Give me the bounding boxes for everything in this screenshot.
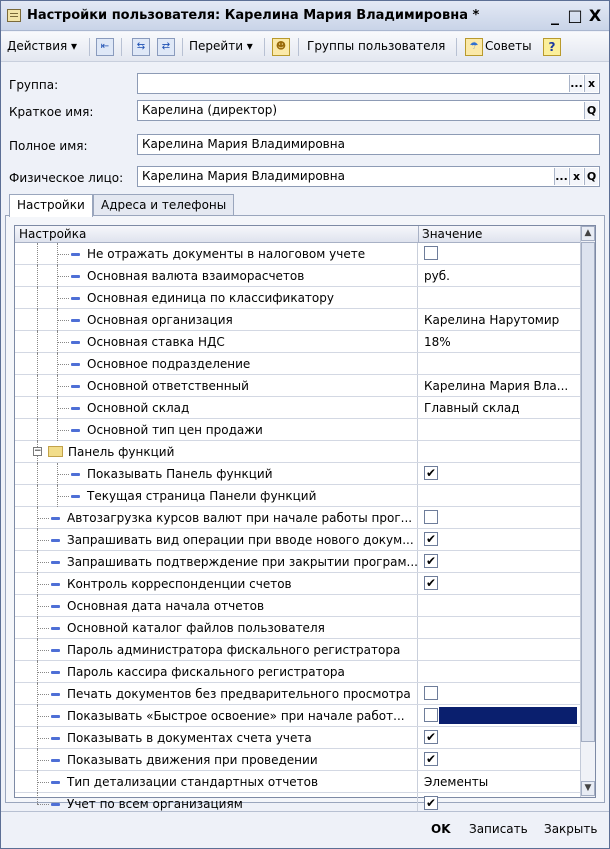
column-divider: [418, 226, 419, 243]
setting-name-cell[interactable]: Запрашивать подтверждение при закрытии програм...: [15, 551, 418, 572]
tree-connector: [37, 628, 49, 629]
minimize-button[interactable]: _: [551, 6, 559, 25]
window-title: Настройки пользователя: Карелина Мария Владимировна *: [27, 8, 480, 23]
table-row[interactable]: [15, 639, 580, 661]
setting-icon: [71, 473, 80, 476]
setting-icon: [51, 759, 60, 762]
actions-menu[interactable]: Действия ▾: [7, 39, 78, 53]
setting-icon: [51, 671, 60, 674]
setting-name-cell[interactable]: Учет по всем организациям: [15, 793, 418, 814]
setting-icon: [71, 363, 80, 366]
setting-value-cell[interactable]: [419, 463, 580, 484]
scroll-down-icon[interactable]: ▼: [581, 781, 595, 796]
tree-guide: [37, 485, 38, 507]
tab-settings[interactable]: Настройки: [9, 194, 93, 217]
setting-name-cell[interactable]: Пароль администратора фискального регистратора: [15, 639, 418, 660]
settings-grid[interactable]: [14, 225, 596, 811]
tree-guide: [37, 793, 38, 804]
setting-icon: [71, 341, 80, 344]
setting-name-cell[interactable]: Показывать в документах счета учета: [15, 727, 418, 748]
tree-guide: [37, 331, 38, 353]
setting-value-cell[interactable]: [419, 441, 580, 462]
setting-icon: [51, 781, 60, 784]
setting-value-cell[interactable]: [419, 551, 580, 572]
setting-name-cell[interactable]: Основная единица по классификатору: [15, 287, 418, 308]
setting-value-cell[interactable]: [419, 573, 580, 594]
move-settings-icon[interactable]: ⇄: [157, 38, 175, 56]
back-arrow-icon[interactable]: ⇤: [96, 38, 114, 56]
setting-name-cell[interactable]: Пароль кассира фискального регистратора: [15, 661, 418, 682]
setting-value-cell[interactable]: [419, 683, 580, 704]
setting-value-cell[interactable]: [419, 331, 580, 352]
setting-value-cell[interactable]: [419, 265, 580, 286]
tips-icon[interactable]: ☂: [465, 38, 483, 56]
scroll-thumb[interactable]: [581, 242, 595, 742]
tree-guide: [37, 419, 38, 441]
short-name-label: Краткое имя:: [9, 105, 94, 119]
table-row[interactable]: [15, 529, 580, 551]
setting-name-cell[interactable]: Не отражать документы в налоговом учете: [15, 243, 418, 264]
help-icon[interactable]: ?: [543, 38, 561, 56]
copy-settings-icon[interactable]: ⇆: [132, 38, 150, 56]
setting-name-cell[interactable]: Основной склад: [15, 397, 418, 418]
grid-header: [15, 226, 595, 243]
tree-connector: [37, 804, 49, 805]
setting-value-cell[interactable]: [419, 617, 580, 638]
setting-value: Карелина Мария Вла...: [424, 379, 569, 393]
full-name-label: Полное имя:: [9, 139, 88, 153]
tree-connector: [37, 650, 49, 651]
tree-connector: [57, 496, 69, 497]
table-row[interactable]: [15, 771, 580, 793]
tree-connector: [57, 342, 69, 343]
setting-icon: [51, 693, 60, 696]
setting-value-cell[interactable]: [419, 727, 580, 748]
save-button[interactable]: Записать: [469, 822, 528, 836]
table-row[interactable]: [15, 573, 580, 595]
setting-value-cell[interactable]: [419, 507, 580, 528]
person-select-button[interactable]: ...: [555, 170, 568, 183]
setting-value: руб.: [424, 269, 450, 283]
tree-guide: [37, 309, 38, 331]
setting-checkbox[interactable]: ✔: [425, 752, 437, 766]
setting-icon: [71, 495, 80, 498]
footer-bar: [1, 811, 609, 848]
table-row[interactable]: [15, 507, 580, 529]
setting-icon: [51, 517, 60, 520]
person-field[interactable]: Карелина Мария Владимировна: [137, 166, 600, 187]
setting-value-cell[interactable]: [419, 243, 580, 264]
tree-guide: [37, 265, 38, 287]
tree-connector: [57, 474, 69, 475]
column-header-value[interactable]: Значение: [422, 227, 483, 241]
setting-icon: [51, 539, 60, 542]
setting-icon: [71, 253, 80, 256]
table-row[interactable]: [15, 419, 580, 441]
table-row[interactable]: [15, 727, 580, 749]
setting-name-cell[interactable]: Тип детализации стандартных отчетов: [15, 771, 418, 792]
toolbar-separator: [182, 38, 183, 56]
tree-connector: [57, 430, 69, 431]
setting-icon: [71, 407, 80, 410]
setting-name-cell[interactable]: Основная валюта взаиморасчетов: [15, 265, 418, 286]
group-clear-button[interactable]: x: [584, 75, 598, 92]
tree-connector: [37, 518, 49, 519]
setting-name-cell[interactable]: Основной тип цен продажи: [15, 419, 418, 440]
table-row[interactable]: [15, 375, 580, 397]
setting-value-cell[interactable]: [419, 419, 580, 440]
setting-value-cell[interactable]: [419, 287, 580, 308]
table-row[interactable]: [15, 551, 580, 573]
selected-cell-highlight: [439, 707, 577, 724]
table-row[interactable]: [15, 287, 580, 309]
setting-icon: [51, 737, 60, 740]
setting-value-cell[interactable]: [419, 309, 580, 330]
setting-icon: [71, 385, 80, 388]
setting-value-cell[interactable]: [419, 485, 580, 506]
column-header-setting[interactable]: Настройка: [19, 227, 87, 241]
setting-checkbox[interactable]: [424, 708, 438, 722]
setting-name-cell[interactable]: − Панель функций: [15, 441, 418, 462]
table-row[interactable]: [15, 485, 580, 507]
setting-name-cell[interactable]: Основная ставка НДС: [15, 331, 418, 352]
tree-connector: [37, 562, 49, 563]
settings-panel: [5, 215, 605, 811]
tree-guide: [37, 375, 38, 397]
person-label: Физическое лицо:: [9, 171, 124, 185]
toolbar-separator: [121, 38, 122, 56]
setting-name-cell[interactable]: Автозагрузка курсов валют при начале работы прог...: [15, 507, 418, 528]
tree-guide: [37, 463, 38, 485]
setting-value: 18%: [424, 335, 451, 349]
setting-name-cell[interactable]: Показывать движения при проведении: [15, 749, 418, 770]
setting-name-cell[interactable]: Запрашивать вид операции при вводе нового докум...: [15, 529, 418, 550]
person-clear-button[interactable]: x: [569, 168, 583, 185]
setting-name-cell[interactable]: Печать документов без предварительного просмотра: [15, 683, 418, 704]
folder-icon: [48, 446, 63, 457]
tree-connector: [37, 540, 49, 541]
tree-guide: [37, 287, 38, 309]
setting-name-cell[interactable]: Показывать «Быстрое освоение» при начале работ...: [15, 705, 418, 726]
table-row[interactable]: [15, 595, 580, 617]
tree-connector: [37, 738, 49, 739]
scroll-up-icon[interactable]: ▲: [581, 226, 595, 241]
setting-checkbox[interactable]: [424, 510, 438, 524]
table-row[interactable]: [15, 463, 580, 485]
setting-value-cell[interactable]: [419, 375, 580, 396]
tree-connector: [57, 298, 69, 299]
short-name-field[interactable]: Карелина (директор): [137, 100, 600, 121]
toolbar-separator: [89, 38, 90, 56]
setting-checkbox[interactable]: ✔: [425, 532, 437, 546]
table-row[interactable]: [15, 749, 580, 771]
setting-value-cell[interactable]: [419, 353, 580, 374]
setting-checkbox[interactable]: ✔: [425, 554, 437, 568]
close-form-button[interactable]: Закрыть: [544, 822, 598, 836]
toolbar-separator: [298, 38, 299, 56]
grid-rows: [15, 243, 580, 815]
setting-icon: [51, 605, 60, 608]
tab-addresses[interactable]: Адреса и телефоны: [93, 194, 234, 216]
setting-value-cell[interactable]: [419, 771, 580, 792]
tree-guide: [37, 397, 38, 419]
table-row[interactable]: [15, 705, 580, 727]
setting-value: Главный склад: [424, 401, 520, 415]
toolbar: [1, 32, 609, 62]
setting-value-cell[interactable]: [419, 749, 580, 770]
full-name-field[interactable]: Карелина Мария Владимировна: [137, 134, 600, 155]
setting-icon: [51, 803, 60, 806]
tree-guide: [37, 243, 38, 265]
setting-icon: [71, 275, 80, 278]
tree-connector: [57, 364, 69, 365]
collapse-icon[interactable]: −: [34, 446, 42, 456]
setting-value-cell[interactable]: [419, 661, 580, 682]
tree-connector: [37, 584, 49, 585]
table-row[interactable]: [15, 397, 580, 419]
goto-menu[interactable]: Перейти ▾: [189, 39, 253, 53]
vertical-scrollbar[interactable]: [580, 226, 595, 797]
group-field[interactable]: [137, 73, 600, 94]
tree-connector: [37, 606, 49, 607]
setting-checkbox[interactable]: ✔: [425, 466, 437, 480]
setting-name-cell[interactable]: Основное подразделение: [15, 353, 418, 374]
person-open-button[interactable]: Q: [584, 168, 598, 185]
setting-icon: [71, 297, 80, 300]
table-row[interactable]: [15, 441, 580, 463]
table-row[interactable]: [15, 353, 580, 375]
setting-value-cell[interactable]: [419, 639, 580, 660]
tree-connector: [57, 276, 69, 277]
ok-button[interactable]: OK: [431, 822, 451, 836]
setting-value-cell[interactable]: [419, 705, 580, 726]
group-select-button[interactable]: ...: [570, 77, 583, 90]
tab-strip: [5, 194, 605, 216]
table-row[interactable]: [15, 661, 580, 683]
setting-checkbox[interactable]: ✔: [425, 730, 437, 744]
tree-connector: [57, 408, 69, 409]
tree-connector: [37, 672, 49, 673]
tree-connector: [37, 782, 49, 783]
tips-button[interactable]: Советы: [485, 39, 532, 53]
setting-icon: [51, 649, 60, 652]
tree-connector: [57, 254, 69, 255]
maximize-button[interactable]: □: [567, 6, 583, 25]
setting-value-cell[interactable]: [419, 595, 580, 616]
tree-connector: [57, 386, 69, 387]
setting-name-cell[interactable]: Основная организация: [15, 309, 418, 330]
toolbar-separator: [456, 38, 457, 56]
setting-name-cell[interactable]: Основная дата начала отчетов: [15, 595, 418, 616]
setting-value: Элементы: [424, 775, 489, 789]
setting-checkbox[interactable]: [424, 246, 438, 260]
table-row[interactable]: [15, 331, 580, 353]
setting-icon: [71, 429, 80, 432]
setting-value-cell[interactable]: [419, 529, 580, 550]
setting-icon: [51, 561, 60, 564]
close-button[interactable]: X: [588, 6, 602, 25]
tree-connector: [57, 320, 69, 321]
short-name-open-button[interactable]: Q: [584, 102, 598, 119]
setting-icon: [71, 319, 80, 322]
tree-connector: [37, 760, 49, 761]
setting-checkbox[interactable]: ✔: [425, 796, 437, 810]
title-bar[interactable]: [1, 1, 609, 31]
table-row[interactable]: [15, 265, 580, 287]
toolbar-separator: [264, 38, 265, 56]
setting-icon: [51, 583, 60, 586]
setting-name-cell[interactable]: Основной ответственный: [15, 375, 418, 396]
setting-name-cell[interactable]: Текущая страница Панели функций: [15, 485, 418, 506]
setting-icon: [51, 627, 60, 630]
table-row[interactable]: [15, 309, 580, 331]
setting-value: Карелина Нарутомир: [424, 313, 560, 327]
setting-value-cell[interactable]: [419, 397, 580, 418]
tree-connector: [37, 694, 49, 695]
table-row[interactable]: [15, 617, 580, 639]
setting-icon: [51, 715, 60, 718]
group-label: Группа:: [9, 78, 59, 92]
table-row[interactable]: [15, 683, 580, 705]
setting-name-cell[interactable]: Основной каталог файлов пользователя: [15, 617, 418, 638]
tree-connector: [37, 716, 49, 717]
form-icon: [7, 9, 21, 22]
setting-checkbox[interactable]: [424, 686, 438, 700]
user-icon[interactable]: ☻: [272, 38, 290, 56]
setting-name-cell[interactable]: Контроль корреспонденции счетов: [15, 573, 418, 594]
user-groups-button[interactable]: Группы пользователя: [307, 39, 446, 53]
tree-guide: [37, 353, 38, 375]
setting-checkbox[interactable]: ✔: [425, 576, 437, 590]
setting-name-cell[interactable]: Показывать Панель функций: [15, 463, 418, 484]
table-row[interactable]: [15, 243, 580, 265]
